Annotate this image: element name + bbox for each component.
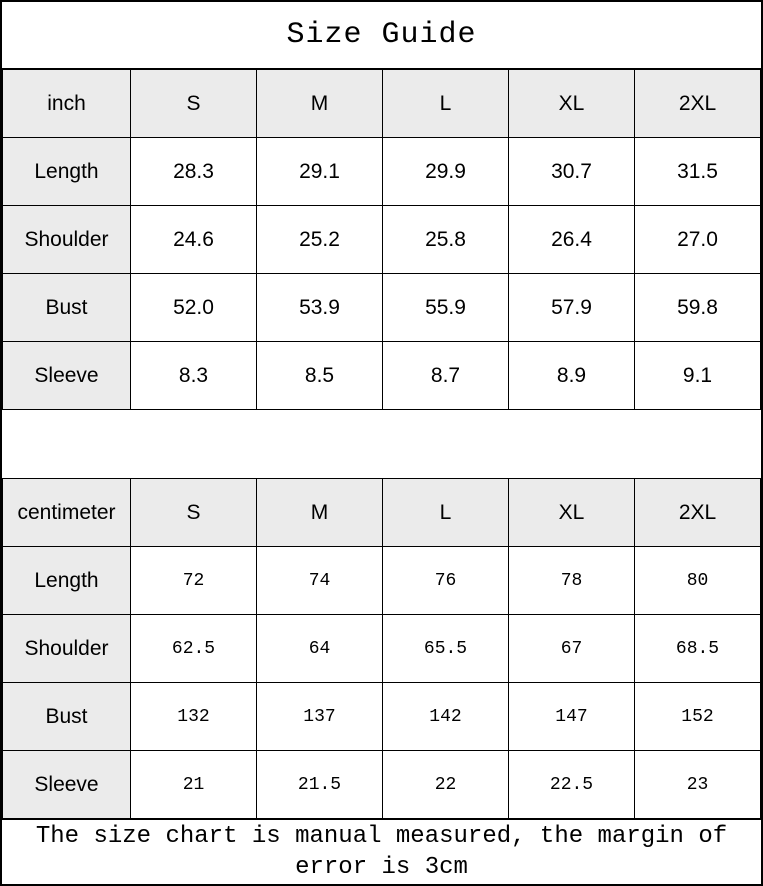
inch-shoulder-2xl: 27.0: [635, 206, 761, 274]
inch-table-header-row: [3, 70, 761, 138]
cm-bust-label: Bust: [3, 683, 131, 751]
inch-shoulder-label: Shoulder: [3, 206, 131, 274]
cm-length-row: [3, 547, 761, 615]
inch-shoulder-xl: 26.4: [509, 206, 635, 274]
inch-length-xl: 30.7: [509, 138, 635, 206]
inch-shoulder-m: 25.2: [257, 206, 383, 274]
inch-length-label: Length: [3, 138, 131, 206]
inch-bust-s: 52.0: [131, 274, 257, 342]
inch-length-m: 29.1: [257, 138, 383, 206]
cm-sleeve-m: 21.5: [257, 751, 383, 819]
inch-size-header-xl: XL: [509, 70, 635, 138]
cm-sleeve-s: 21: [131, 751, 257, 819]
cm-sleeve-label: Sleeve: [3, 751, 131, 819]
inch-length-s: 28.3: [131, 138, 257, 206]
cm-bust-s: 132: [131, 683, 257, 751]
table-gap-spacer: [2, 410, 761, 478]
cm-shoulder-l: 65.5: [383, 615, 509, 683]
footer-note: The size chart is manual measured, the margin of error is 3cm: [2, 819, 761, 884]
cm-length-s: 72: [131, 547, 257, 615]
inch-sleeve-s: 8.3: [131, 342, 257, 410]
cm-shoulder-label: Shoulder: [3, 615, 131, 683]
inch-bust-xl: 57.9: [509, 274, 635, 342]
cm-shoulder-row: [3, 615, 761, 683]
cm-length-2xl: 80: [635, 547, 761, 615]
cm-length-l: 76: [383, 547, 509, 615]
cm-size-header-2xl: 2XL: [635, 479, 761, 547]
inch-sleeve-label: Sleeve: [3, 342, 131, 410]
cm-unit-header: centimeter: [3, 479, 131, 547]
inch-size-header-s: S: [131, 70, 257, 138]
cm-shoulder-2xl: 68.5: [635, 615, 761, 683]
centimeter-size-table: [2, 478, 761, 819]
inch-bust-m: 53.9: [257, 274, 383, 342]
cm-sleeve-2xl: 23: [635, 751, 761, 819]
inch-length-l: 29.9: [383, 138, 509, 206]
inch-bust-l: 55.9: [383, 274, 509, 342]
cm-size-header-s: S: [131, 479, 257, 547]
page-title: Size Guide: [2, 2, 761, 69]
cm-bust-xl: 147: [509, 683, 635, 751]
cm-size-header-xl: XL: [509, 479, 635, 547]
cm-length-xl: 78: [509, 547, 635, 615]
inch-sleeve-m: 8.5: [257, 342, 383, 410]
cm-size-header-l: L: [383, 479, 509, 547]
cm-length-label: Length: [3, 547, 131, 615]
cm-shoulder-m: 64: [257, 615, 383, 683]
cm-bust-m: 137: [257, 683, 383, 751]
inch-shoulder-s: 24.6: [131, 206, 257, 274]
inch-sleeve-xl: 8.9: [509, 342, 635, 410]
inch-size-header-l: L: [383, 70, 509, 138]
inch-sleeve-2xl: 9.1: [635, 342, 761, 410]
cm-shoulder-s: 62.5: [131, 615, 257, 683]
inch-bust-label: Bust: [3, 274, 131, 342]
cm-sleeve-l: 22: [383, 751, 509, 819]
cm-bust-l: 142: [383, 683, 509, 751]
cm-sleeve-row: [3, 751, 761, 819]
inch-length-2xl: 31.5: [635, 138, 761, 206]
cm-bust-row: [3, 683, 761, 751]
inch-unit-header: inch: [3, 70, 131, 138]
inch-bust-2xl: 59.8: [635, 274, 761, 342]
cm-length-m: 74: [257, 547, 383, 615]
cm-bust-2xl: 152: [635, 683, 761, 751]
inch-length-row: [3, 138, 761, 206]
inch-size-header-m: M: [257, 70, 383, 138]
cm-table-header-row: [3, 479, 761, 547]
inch-shoulder-l: 25.8: [383, 206, 509, 274]
inch-size-header-2xl: 2XL: [635, 70, 761, 138]
cm-sleeve-xl: 22.5: [509, 751, 635, 819]
inch-size-table: [2, 69, 761, 410]
inch-sleeve-row: [3, 342, 761, 410]
inch-shoulder-row: [3, 206, 761, 274]
inch-sleeve-l: 8.7: [383, 342, 509, 410]
inch-bust-row: [3, 274, 761, 342]
cm-size-header-m: M: [257, 479, 383, 547]
cm-shoulder-xl: 67: [509, 615, 635, 683]
